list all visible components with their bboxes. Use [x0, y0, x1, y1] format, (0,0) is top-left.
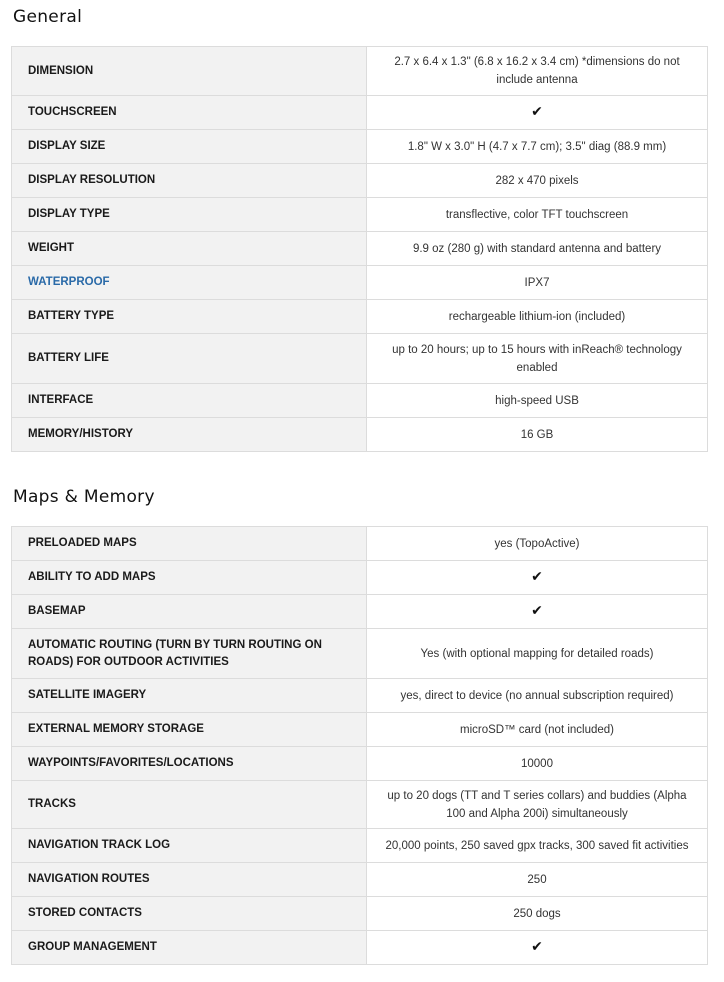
- spec-label: DISPLAY TYPE: [12, 198, 367, 232]
- spec-value: 250: [367, 863, 708, 897]
- spec-label: NAVIGATION TRACK LOG: [12, 829, 367, 863]
- spec-value: high-speed USB: [367, 384, 708, 418]
- spec-value: up to 20 dogs (TT and T series collars) and buddies (Alpha 100 and Alpha 200i) simultaneously: [367, 781, 708, 829]
- table-row: [12, 527, 708, 561]
- table-row: [12, 130, 708, 164]
- table-row: [12, 679, 708, 713]
- section-title-general: General: [13, 7, 83, 27]
- spec-value: yes (TopoActive): [367, 527, 708, 561]
- spec-value: 20,000 points, 250 saved gpx tracks, 300 saved fit activities: [367, 829, 708, 863]
- check-icon: ✔: [531, 102, 543, 119]
- spec-label: DISPLAY RESOLUTION: [12, 164, 367, 198]
- table-row: [12, 629, 708, 679]
- spec-value: 2.7 x 6.4 x 1.3" (6.8 x 16.2 x 3.4 cm) *dimensions do not include antenna: [367, 47, 708, 96]
- spec-label: TRACKS: [12, 781, 367, 829]
- spec-label: ABILITY TO ADD MAPS: [12, 561, 367, 595]
- spec-label: GROUP MANAGEMENT: [12, 931, 367, 965]
- spec-label: BASEMAP: [12, 595, 367, 629]
- table-row: [12, 713, 708, 747]
- spec-value: microSD™ card (not included): [367, 713, 708, 747]
- spec-label: MEMORY/HISTORY: [12, 418, 367, 452]
- spec-label: AUTOMATIC ROUTING (TURN BY TURN ROUTING ON ROADS) FOR OUTDOOR ACTIVITIES: [12, 629, 367, 679]
- check-icon: ✔: [531, 567, 543, 584]
- general-spec-table: [11, 46, 708, 452]
- table-row: [12, 266, 708, 300]
- check-icon: ✔: [531, 601, 543, 618]
- spec-value: 16 GB: [367, 418, 708, 452]
- spec-value: 1.8" W x 3.0" H (4.7 x 7.7 cm); 3.5" diag (88.9 mm): [367, 130, 708, 164]
- table-row: [12, 863, 708, 897]
- table-row: [12, 198, 708, 232]
- table-row: [12, 781, 708, 829]
- spec-label: SATELLITE IMAGERY: [12, 679, 367, 713]
- table-row: [12, 96, 708, 130]
- spec-value: rechargeable lithium-ion (included): [367, 300, 708, 334]
- table-row: [12, 164, 708, 198]
- spec-label: INTERFACE: [12, 384, 367, 418]
- spec-value: Yes (with optional mapping for detailed roads): [367, 629, 708, 679]
- table-row: [12, 384, 708, 418]
- table-row: [12, 300, 708, 334]
- spec-value: transflective, color TFT touchscreen: [367, 198, 708, 232]
- spec-value: yes, direct to device (no annual subscription required): [367, 679, 708, 713]
- spec-label: BATTERY TYPE: [12, 300, 367, 334]
- spec-label: WAYPOINTS/FAVORITES/LOCATIONS: [12, 747, 367, 781]
- spec-value: 282 x 470 pixels: [367, 164, 708, 198]
- spec-label: WEIGHT: [12, 232, 367, 266]
- maps-memory-spec-table: [11, 526, 708, 965]
- table-row: [12, 232, 708, 266]
- spec-label: DISPLAY SIZE: [12, 130, 367, 164]
- spec-label: DIMENSION: [12, 47, 367, 96]
- table-row: [12, 897, 708, 931]
- waterproof-link[interactable]: WATERPROOF: [12, 266, 367, 300]
- spec-value: up to 20 hours; up to 15 hours with inReach® technology enabled: [367, 334, 708, 384]
- spec-value: 9.9 oz (280 g) with standard antenna and battery: [367, 232, 708, 266]
- spec-label: TOUCHSCREEN: [12, 96, 367, 130]
- section-title-maps-memory: Maps & Memory: [13, 487, 155, 507]
- check-icon: ✔: [531, 937, 543, 954]
- spec-label: NAVIGATION ROUTES: [12, 863, 367, 897]
- table-row: [12, 418, 708, 452]
- table-row: [12, 334, 708, 384]
- table-row: [12, 47, 708, 96]
- spec-label: PRELOADED MAPS: [12, 527, 367, 561]
- table-row: [12, 829, 708, 863]
- table-row: [12, 747, 708, 781]
- spec-label: STORED CONTACTS: [12, 897, 367, 931]
- spec-label: EXTERNAL MEMORY STORAGE: [12, 713, 367, 747]
- spec-label: BATTERY LIFE: [12, 334, 367, 384]
- table-row: [12, 595, 708, 629]
- spec-value: IPX7: [367, 266, 708, 300]
- table-row: [12, 931, 708, 965]
- spec-value: 10000: [367, 747, 708, 781]
- table-row: [12, 561, 708, 595]
- spec-value: 250 dogs: [367, 897, 708, 931]
